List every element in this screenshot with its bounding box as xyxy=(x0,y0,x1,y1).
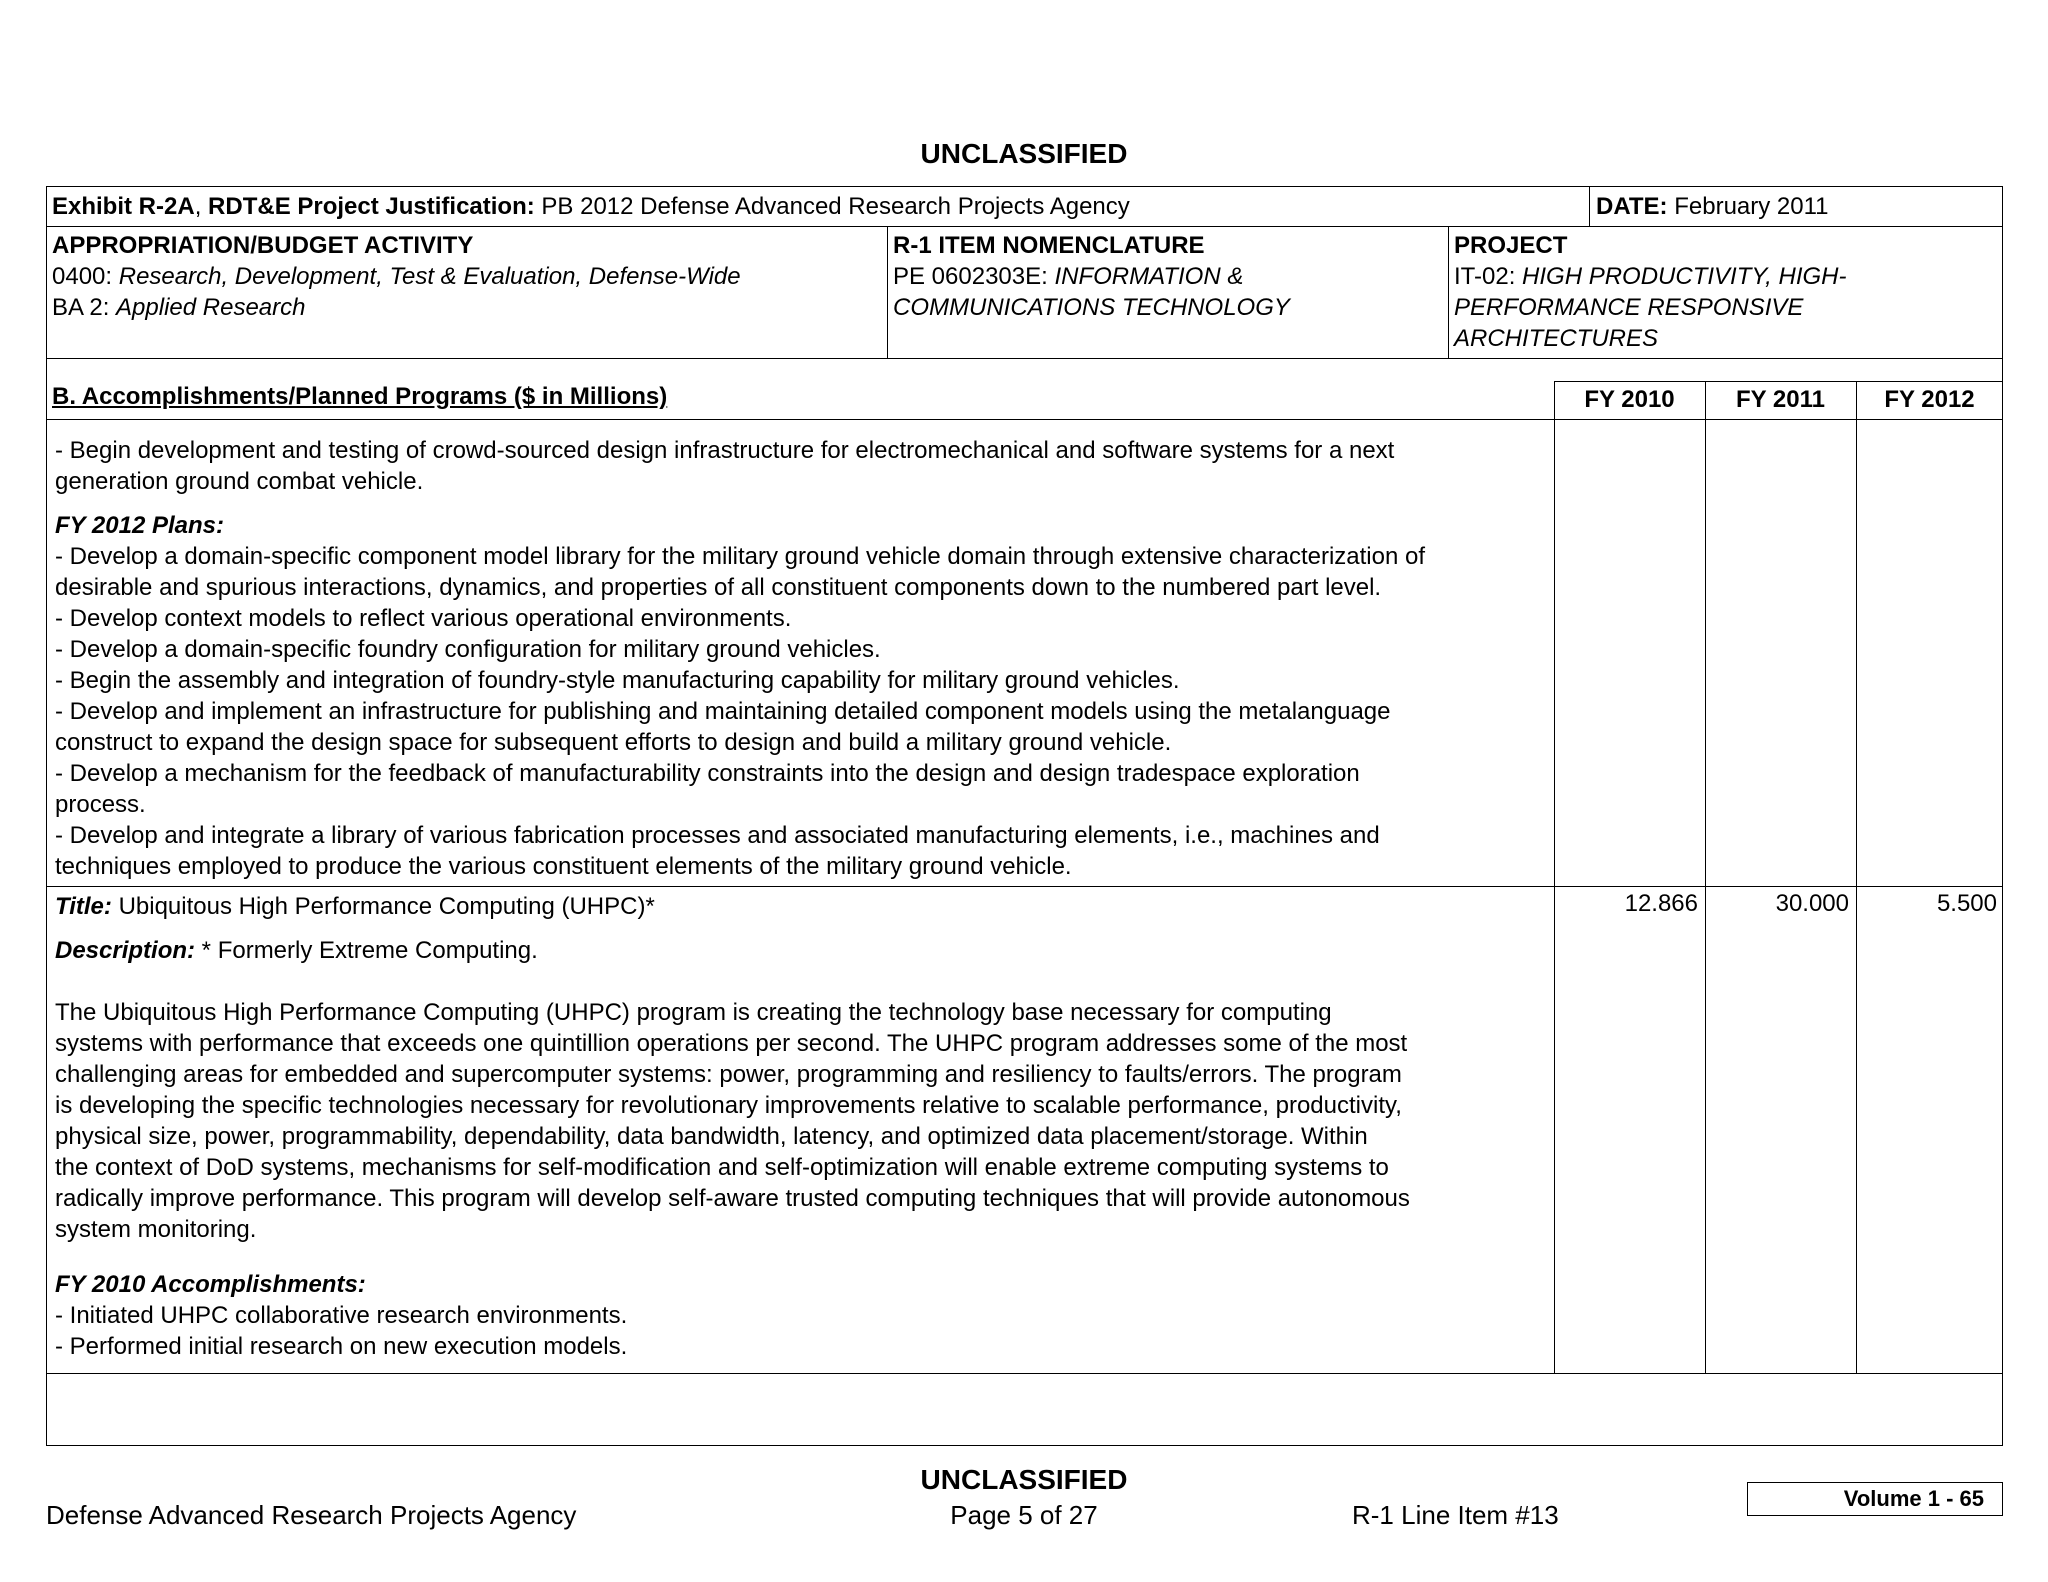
amount-fy2011: 30.000 xyxy=(1775,890,1849,917)
description-body-line: challenging areas for embedded and supercomputer systems: power, programming and resiliency to faults/errors. The program xyxy=(55,1061,1402,1088)
block2-text xyxy=(55,891,1550,1362)
block1-intro-line: generation ground combat vehicle. xyxy=(55,468,424,495)
appropriation-text-1: Research, Development, Test & Evaluation, Defense-Wide xyxy=(118,263,741,290)
plans-line: - Develop a domain-specific foundry configuration for military ground vehicles. xyxy=(55,636,881,663)
exhibit-header xyxy=(52,191,1582,222)
plans-line: - Develop a domain-specific component model library for the military ground vehicle domain through extensive characterization of xyxy=(55,543,1426,570)
project-text-2: PERFORMANCE RESPONSIVE xyxy=(1454,294,1804,321)
description-body-line: physical size, power, programmability, dependability, data bandwidth, latency, and optimized data placement/storage. Within xyxy=(55,1123,1368,1150)
footer-page-number: Page 5 of 27 xyxy=(950,1500,1098,1530)
plans-line: - Develop and integrate a library of various fabrication processes and associated manufacturing elements, i.e., machines and xyxy=(55,822,1380,849)
description-label: Description: xyxy=(55,937,196,964)
block1-text xyxy=(55,435,1550,882)
project-label: PROJECT xyxy=(1454,232,1568,259)
appropriation-label: APPROPRIATION/BUDGET ACTIVITY xyxy=(52,232,474,259)
description-body-line: the context of DoD systems, mechanisms for self-modification and self-optimization will enable extreme computing systems to xyxy=(55,1154,1389,1181)
date-value: February 2011 xyxy=(1667,193,1829,220)
title-label: Title: xyxy=(55,893,112,920)
project-text-3: ARCHITECTURES xyxy=(1454,325,1659,352)
accomplishment-line: - Initiated UHPC collaborative research environments. xyxy=(55,1302,628,1329)
r1-label: R-1 ITEM NOMENCLATURE xyxy=(893,232,1205,259)
plans-line: - Develop and implement an infrastructure for publishing and maintaining detailed component models using the metalanguage xyxy=(55,698,1391,725)
appropriation-cell xyxy=(52,230,882,323)
r1-text-2: COMMUNICATIONS TECHNOLOGY xyxy=(893,294,1290,321)
amount-fy2010: 12.866 xyxy=(1624,890,1698,917)
project-cell xyxy=(1454,230,1999,354)
description-body-line: The Ubiquitous High Performance Computing (UHPC) program is creating the technology base necessary for computing xyxy=(55,999,1332,1026)
title-value: Ubiquitous High Performance Computing (UHPC)* xyxy=(111,893,655,920)
project-text-1: HIGH PRODUCTIVITY, HIGH- xyxy=(1522,263,1847,290)
fy-header-2011: FY 2011 xyxy=(1736,386,1825,413)
classification-bottom: UNCLASSIFIED xyxy=(920,1464,1128,1495)
plans-line: - Begin the assembly and integration of foundry-style manufacturing capability for military ground vehicles. xyxy=(55,667,1180,694)
exhibit-sep: , xyxy=(194,193,209,220)
plans-line: - Develop context models to reflect various operational environments. xyxy=(55,605,792,632)
r1-text-1: INFORMATION & xyxy=(1054,263,1244,290)
plans-line: - Develop a mechanism for the feedback of manufacturability constraints into the design and design tradespace exploration xyxy=(55,760,1360,787)
description-body-line: systems with performance that exceeds one quintillion operations per second. The UHPC program addresses some of the most xyxy=(55,1030,1408,1057)
plans-line: desirable and spurious interactions, dynamics, and properties of all constituent components down to the numbered part level. xyxy=(55,574,1382,601)
project-code: IT-02: xyxy=(1454,263,1523,290)
block1-intro-line: - Begin development and testing of crowd-sourced design infrastructure for electromechanical and software systems for a next xyxy=(55,437,1395,464)
description-value: * Formerly Extreme Computing. xyxy=(195,937,538,964)
accomplishment-line: - Performed initial research on new execution models. xyxy=(55,1333,628,1360)
footer-r1-line-item: R-1 Line Item #13 xyxy=(1352,1500,1559,1530)
plans-line: construct to expand the design space for subsequent efforts to design and build a military ground vehicle. xyxy=(55,729,1172,756)
appropriation-text-2: Applied Research xyxy=(116,294,306,321)
fy-header-2010: FY 2010 xyxy=(1584,386,1675,413)
r1-nomenclature-cell xyxy=(893,230,1443,323)
section-b-title: B. Accomplishments/Planned Programs ($ in Millions) xyxy=(52,383,668,410)
volume-box: Volume 1 - 65 xyxy=(1747,1482,2003,1516)
description-body-line: system monitoring. xyxy=(55,1216,257,1243)
date-field xyxy=(1596,191,1996,222)
classification-top: UNCLASSIFIED xyxy=(920,138,1128,169)
plans-line: process. xyxy=(55,791,146,818)
exhibit-label: Exhibit R-2A xyxy=(52,193,195,220)
fy2012-plans-heading: FY 2012 Plans: xyxy=(55,512,224,539)
rdte-label: RDT&E Project Justification: xyxy=(208,193,535,220)
plans-line: techniques employed to produce the various constituent elements of the military ground vehicle. xyxy=(55,853,1072,880)
description-body-line: radically improve performance. This program will develop self-aware trusted computing techniques that will provide autonomous xyxy=(55,1185,1410,1212)
date-label: DATE: xyxy=(1596,193,1668,220)
rdte-value: PB 2012 Defense Advanced Research Projects Agency xyxy=(534,193,1130,220)
fy2010-accomplishments-heading: FY 2010 Accomplishments: xyxy=(55,1271,366,1298)
footer-agency: Defense Advanced Research Projects Agency xyxy=(46,1500,577,1530)
appropriation-code-2: BA 2: xyxy=(52,294,117,321)
description-body-line: is developing the specific technologies necessary for revolutionary improvements relative to scalable performance, productivity, xyxy=(55,1092,1402,1119)
amount-fy2012: 5.500 xyxy=(1936,890,1997,917)
fy-header-2012: FY 2012 xyxy=(1884,386,1975,413)
r1-code: PE 0602303E: xyxy=(893,263,1055,290)
appropriation-code-1: 0400: xyxy=(52,263,119,290)
